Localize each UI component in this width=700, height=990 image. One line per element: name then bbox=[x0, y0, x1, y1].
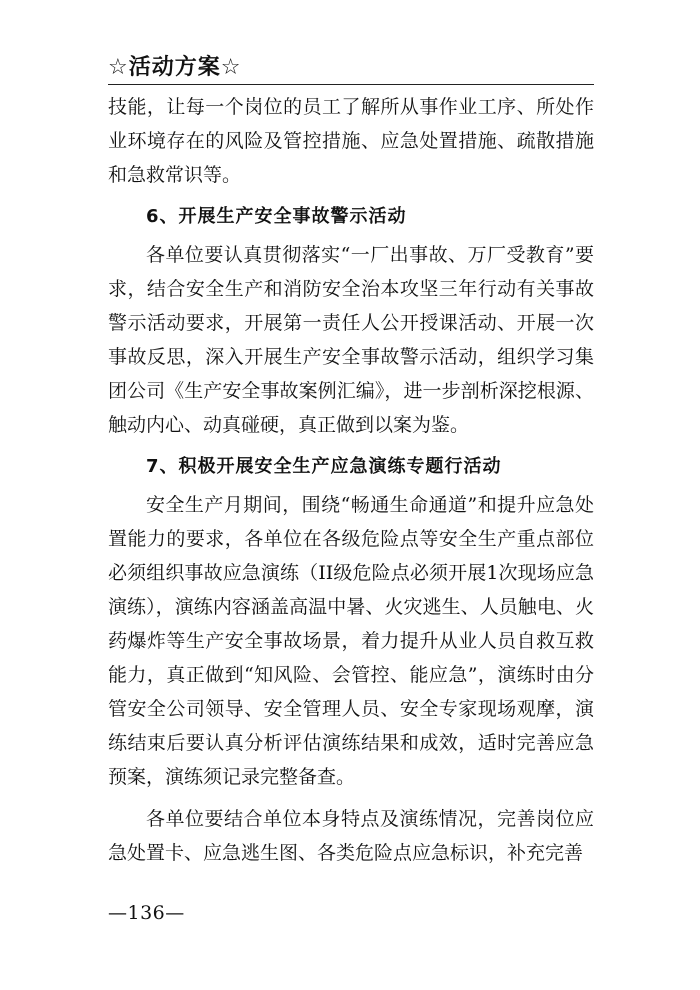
page-number: —136— bbox=[108, 902, 185, 924]
paragraph-emergency-cards: 各单位要结合单位本身特点及演练情况，完善岗位应急处置卡、应急逃生图、各类危险点应急标识，补充完善 bbox=[108, 808, 594, 864]
paragraph-emergency-drill: 安全生产月期间，围绕“畅通生命通道”和提升应急处置能力的要求，各单位在各级危险点等安全生产重点部位必须组织事故应急演练（II级危险点必须开展1次现场应急演练），演练内容涵盖高温中暑、火灾逃生、人员触电、火药爆炸等生产安全事故场景，着力提升从业人员自救互救能力，真正做到“知风险、会管控、能应急”，演练时由分管安全公司领导、安全管理人员、安全专家现场观摩，演练结束后要认真分析评估演练结果和成效，适时完善应急预案，演练须记录完整备查。 bbox=[108, 494, 594, 788]
page-header-title: ☆活动方案☆ bbox=[108, 55, 242, 80]
header-divider bbox=[108, 84, 594, 85]
section-heading-6: 6、开展生产安全事故警示活动 bbox=[146, 206, 407, 227]
paragraph-continued: 技能，让每一个岗位的员工了解所从事作业工序、所处作业环境存在的风险及管控措施、应急处置措施、疏散措施和急救常识等。 bbox=[108, 96, 594, 186]
section-heading-7: 7、积极开展安全生产应急演练专题行活动 bbox=[146, 456, 502, 477]
paragraph-accident-warning: 各单位要认真贯彻落实“一厂出事故、万厂受教育”要求，结合安全生产和消防安全治本攻坚三年行动有关事故警示活动要求，开展第一责任人公开授课活动、开展一次事故反思，深入开展生产安全事故警示活动，组织学习集团公司《生产安全事故案例汇编》，进一步剖析深挖根源、触动内心、动真碰硬，真正做到以案为鉴。 bbox=[108, 244, 594, 436]
document-body bbox=[108, 90, 594, 870]
